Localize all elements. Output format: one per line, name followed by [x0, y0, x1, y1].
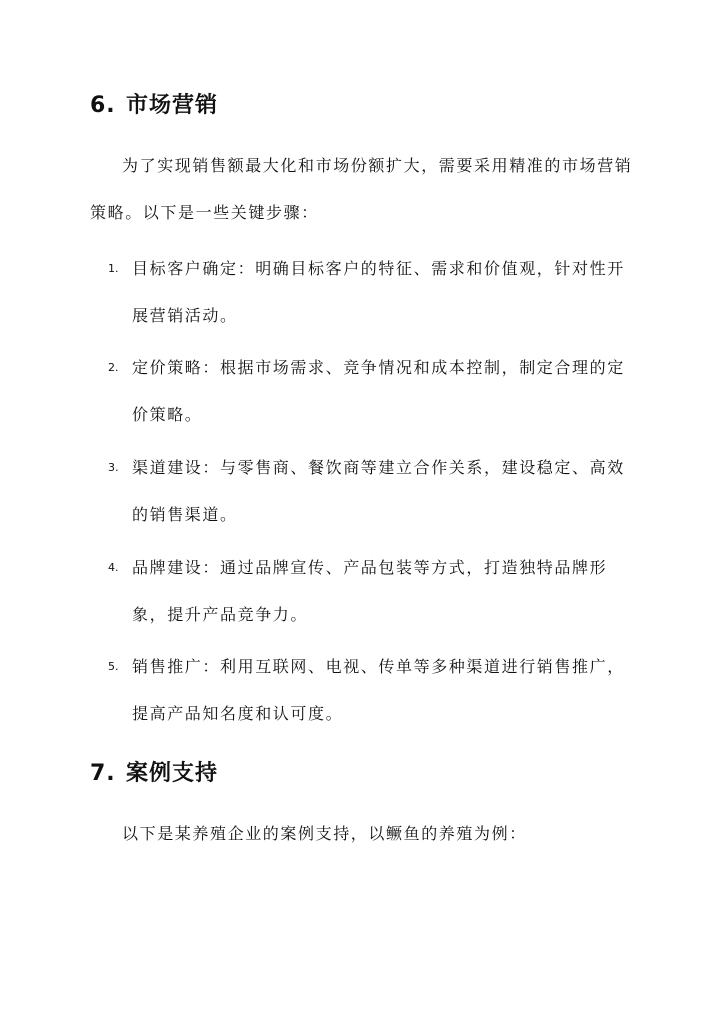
section-7-title: 案例支持: [126, 761, 219, 786]
list-item-text: 目标客户确定：明确目标客户的特征、需求和价值观，针对性开展营销活动。: [132, 259, 625, 325]
list-item-text: 渠道建设：与零售商、餐饮商等建立合作关系，建设稳定、高效的销售渠道。: [132, 458, 625, 524]
list-item-text: 定价策略：根据市场需求、竞争情况和成本控制，制定合理的定价策略。: [132, 358, 625, 424]
list-item-text: 品牌建设：通过品牌宣传、产品包装等方式，打造独特品牌形象，提升产品竞争力。: [132, 558, 608, 624]
list-marker: 5.: [108, 660, 119, 673]
section-6-heading: [90, 88, 218, 119]
section-6-title: 市场营销: [126, 93, 219, 118]
section-7-heading: [90, 756, 218, 787]
section-7-number: 7.: [90, 761, 116, 786]
section-6-intro: 为了实现销售额最大化和市场份额扩大，需要采用精准的市场营销策略。以下是一些关键步骤：: [90, 156, 633, 222]
list-item: [108, 643, 628, 737]
section-7-intro: 以下是某养殖企业的案例支持，以鳜鱼的养殖为例：: [122, 824, 527, 843]
list-item: [108, 344, 628, 438]
list-marker: 4.: [108, 561, 119, 574]
section-6-number: 6.: [90, 93, 116, 118]
list-item: [108, 245, 628, 339]
list-item: [108, 444, 628, 538]
list-marker: 2.: [108, 361, 119, 374]
list-marker: 1.: [108, 262, 119, 275]
list-marker: 3.: [108, 461, 119, 474]
list-item-text: 销售推广：利用互联网、电视、传单等多种渠道进行销售推广，提高产品知名度和认可度。: [132, 657, 625, 723]
list-item: [108, 544, 628, 638]
